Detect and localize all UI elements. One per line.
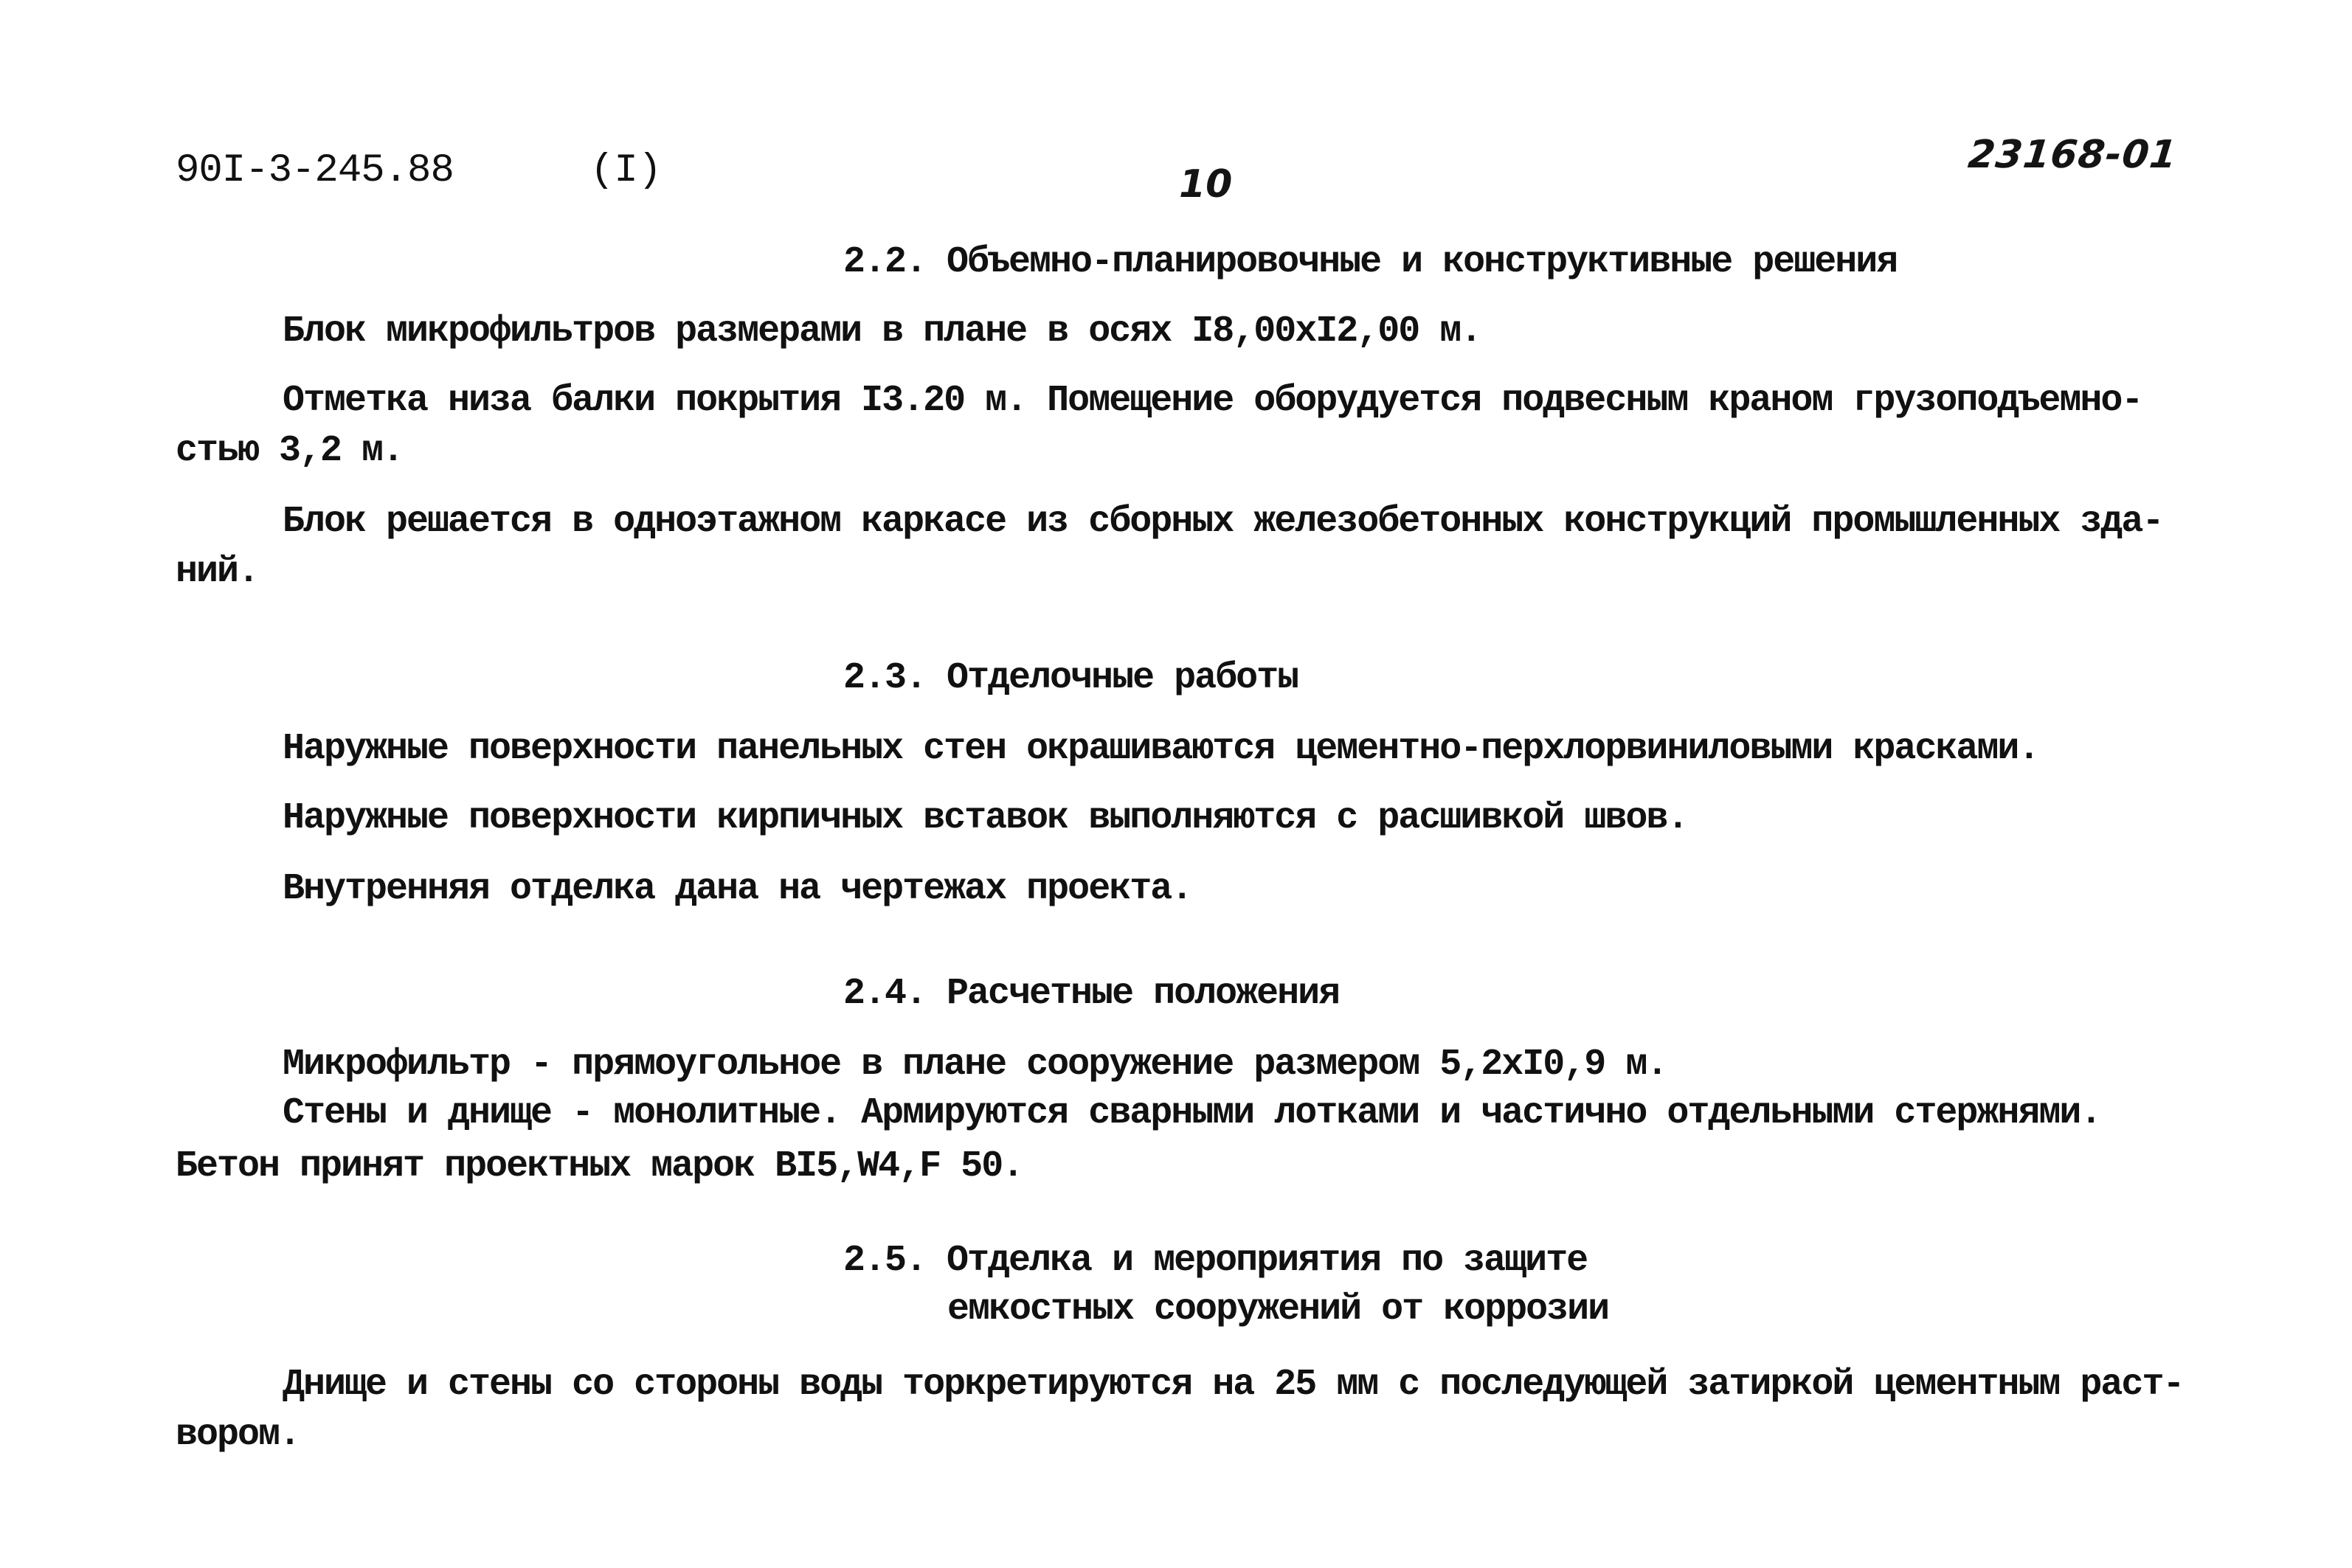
paragraph-line: Внутренняя отделка дана на чертежах проекта. — [283, 868, 1192, 910]
section-heading-2-2: 2.2. Объемно-планировочные и конструктивные решения — [843, 241, 1898, 283]
paragraph-line: Днище и стены со стороны воды торкретируются на 25 мм с последующей затиркой цементным раст- — [283, 1364, 2184, 1406]
paragraph-line: вором. — [176, 1414, 300, 1456]
registration-number: 23168-01 — [1965, 133, 2180, 177]
document-code: 90I-3-245.88 — [176, 148, 454, 193]
section-heading-2-4: 2.4. Расчетные положения — [843, 973, 1340, 1015]
paragraph-line: Стены и днище - монолитные. Армируются сварными лотками и частично отдельными стержнями. — [283, 1092, 2101, 1134]
paragraph-line: Блок микрофильтров размерами в плане в осях I8,00xI2,00 м. — [283, 311, 1481, 353]
paragraph-line: Отметка низа балки покрытия I3.20 м. Помещение оборудуется подвесным краном грузоподъемно- — [283, 380, 2142, 422]
paragraph-line: стью 3,2 м. — [176, 430, 404, 472]
paragraph-line: Блок решается в одноэтажном каркасе из сборных железобетонных конструкций промышленных зда- — [283, 501, 2163, 543]
section-heading-2-3: 2.3. Отделочные работы — [843, 657, 1298, 699]
paragraph-line: ний. — [176, 551, 259, 593]
document-part: (I) — [590, 148, 663, 193]
section-heading-2-5-continued: емкостных сооружений от коррозии — [947, 1288, 1609, 1331]
paragraph-line: Бетон принят проектных марок BI5,W4,F 50. — [176, 1145, 1023, 1187]
paragraph-line: Наружные поверхности кирпичных вставок выполняются с расшивкой швов. — [283, 797, 1688, 839]
paragraph-line: Микрофильтр - прямоугольное в плане сооружение размером 5,2xI0,9 м. — [283, 1044, 1667, 1086]
page-number: 10 — [1179, 162, 1233, 207]
section-heading-2-5: 2.5. Отделка и мероприятия по защите — [843, 1240, 1588, 1282]
paragraph-line: Наружные поверхности панельных стен окрашиваются цементно-перхлорвиниловыми красками. — [283, 728, 2039, 770]
